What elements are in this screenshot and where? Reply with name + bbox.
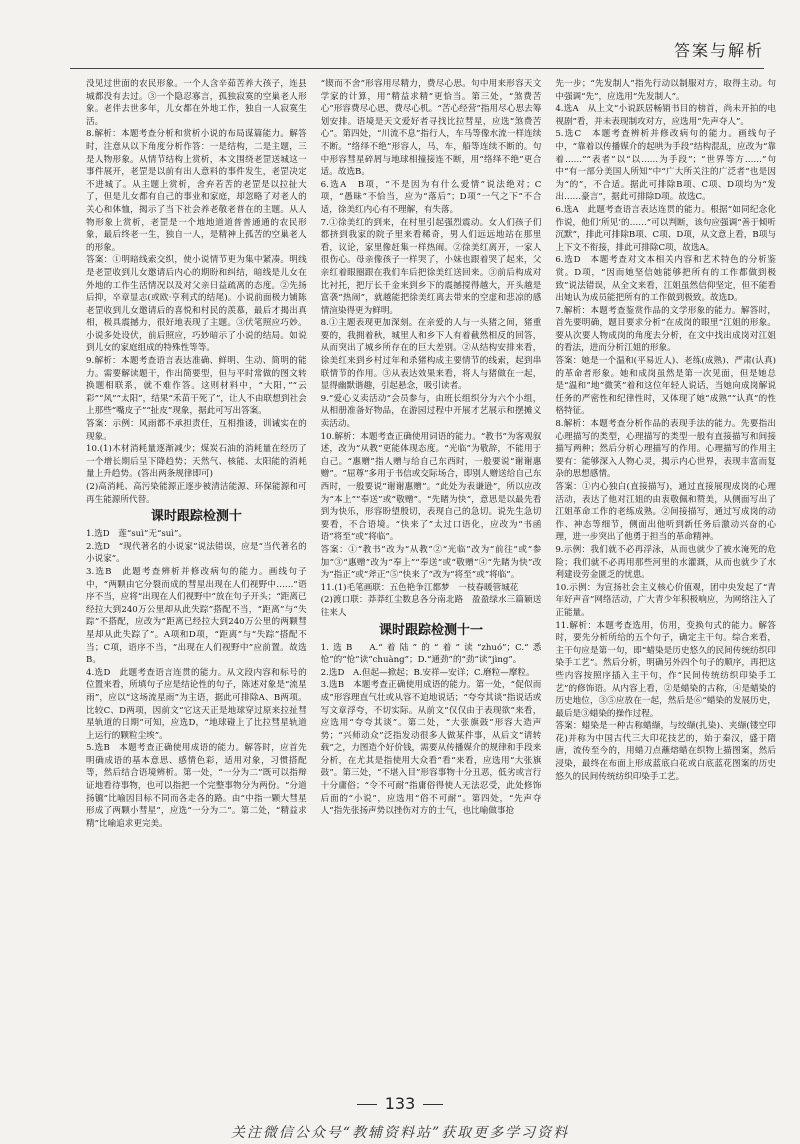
paragraph: 10.示例：为宣扬社会主义核心价值观，团中央发起了“青年好声音”网络活动，广大青少年积极响应，为网络注入了正能量。 (555, 582, 777, 618)
paragraph: 7.解析：本题考查鉴赏作品的文学形象的能力。解答时，首先要明确，题目要求分析“在成岗的眼里”江姐的形象。要从次要人物成岗的角度去分析，在文中找出成岗对江姐的看法，进而分析江姐的形象。 (555, 305, 777, 354)
paragraph: 6.选A B项，“不是因为有什么爱情”说法绝对；C项，“愚昧”不恰当，应为“落后”；D项“一气之下”不合适，徐美红内心有不理解，有失落。 (320, 179, 542, 215)
paragraph: 1.选D 莲“suì”无“suì”。 (86, 529, 188, 540)
paragraph: (2)高消耗、高污染能源正逐步被清洁能源、环保能源和可再生能源所代替。 (86, 482, 307, 505)
paragraph: 3.选B 本题考查正确使用成语的能力。第一处，“促似而成”形容理直气壮或从容不迫地说话；“夸夸其谈”指说话或写文章浮夸，不切实际。从前文“仅仅由于表现欲”来看，应选用“夸夸其谈”。第二处，“大张旗鼓”形容大造声势；“兴师动众”泛指发动很多人做某件事，从后文“请转载”之，力图造个好价钱，需要从传播媒介的规律和手段来分析，在尤其是指使用大众看”看“来看，应选用“大张旗鼓”。第三处，“不堪入目”形容事物十分丑恶，低劣或言行十分庸俗；“令不可耐”指庸俗得使人无法忍受，此处修饰后面的“小说”，应选用“俗不可耐”。第四处，“先声夺人”指先张扬声势以挫伤对方的士气，也比喻做事抢 (320, 680, 542, 817)
paragraph: 答案：①内心独白(直接描写)，通过直接展现成岗的心理活动，表达了他对江姐的由衷敬佩和赞美，从侧面写出了江姐革命工作的老练成熟。②间接描写，通过写成岗的动作、神态等细节，侧面出他听到新任务后激动兴奋的心理，进一步突出了他勇于担当的革命精神。 (555, 482, 777, 543)
paragraph: 9.示例：我们就不必再浮泳，从而也就少了被水淹死的危险；我们就不必再用那些河里的水灌溉，从而也就少了水利建设劳金匮乏的忧患。 (555, 544, 777, 581)
paragraph: 6.选D 本题考查对文本相关内容和艺术特色的分析鉴赏。D项，“因而她坚信她能够把所有的工作都做到极致”说法错误，从全文来看，江姐虽然信仰坚定，但不能看出她认为成员能把所有的工作做到极致。故选D。 (555, 255, 777, 304)
header-title: 答案与解析 (673, 41, 764, 60)
column-left (86, 78, 307, 1098)
paragraph: 没见过世面的农民形象。一个人含辛茹苦养大孩子，连县城都没有去过。③一个隐忍寡言，孤独寂寞的空巢老人形象。老伴去世多年，儿女都在外地工作，独自一人寂寞生活。 (86, 79, 307, 127)
paragraph: (2)渡口联：莽莽红尘数息各分南北路 盈盈绿水三篇颖送往来人 (320, 595, 542, 618)
paragraph: 8.解析：本题考查分析和赏析小说的布局谋篇能力。解答时，注意从以下角度分析作答：一是结构，二是主题，三是人物形象。从情节结构上赏析，本文围绕老罡送城这一事件展开，老罡是以前有出人意料的事件发生，老罡决定不进城了。从主题上赏析，舍弃若苦的老罡是以拉扯大了，但是儿女都有自己的事业和家庭，却忽略了对老人的关心和体恤，揭示了当下社会养老敬老普在的主题。从人物形象上赏析，老罡是一个地地道道普普通通的农民形象，最后终老一生，独自一人，是精神上孤苦的空巢老人的形象。 (86, 129, 307, 253)
paragraph: 8.①主题表现更加深刻。在亲爱的人与一头猪之间，猪重要的，我拥着秋，城里人和乡下人有着截然相反的回答，从而突出了城乡所存在的巨大差别。②从结构安排来看，徐美红来到乡村过年和杀猪构成主要情节的线索，起到串联情节的作用。③从表达效果来看，将人与猪做在一起，显得幽默谐趣，引起悬念，吸引读者。 (320, 318, 542, 392)
paragraph: 9.解析：本题考查语言表达准确、鲜明、生动、简明的能力。需要解读题干，作出简要型，但与平时常做的图文转换题相联系，就不难作答。这则材料中，“大阳，”“云彩”“风”“太阳”，结果“禾苗干死了”，让人不由联想到社会上那些“嘴皮子”“扯皮”现象，据此可写出答案。 (86, 356, 307, 417)
paragraph: 答案：示例：风雨都不承担责任，互相推诿，训诫实在的现象。 (86, 419, 307, 442)
column-right (555, 78, 776, 1098)
paragraph: 11.(1)毛笔画联：五色艳争江都梦 一枝春暖管城花 (320, 582, 519, 593)
page-number: 133 (0, 1094, 800, 1113)
paragraph: 9.“爱心义卖活动”会员参与，由班长组织分为六个小组，从相册准备好物品，在游园过程中开展才艺展示和摆摊义卖活动。 (320, 393, 542, 430)
paragraph: 2.选D A.但起—掀起；B.安祥—安详；C.磨粒—摩粒。 (320, 667, 535, 678)
column-middle (321, 78, 542, 1098)
paragraph: 5.选B 本题考查正确使用成语的能力。解答时，应首先明确成语的基本意思、感情色彩，适用对象，习惯搭配等，然后结合语境辨析。第一处，“一分为二”既可以指辩证地看待事物，也可以指把一个完整事物分为两份。“分道扬镳”比喻因目标不同而各走各的路。由“中指一颗大彗星形成了两颗小彗星”，应选“一分为二”。第二处，“精益求精”比喻追求更完美。 (86, 743, 307, 829)
paragraph: 7.①徐美红的到来，在村里引起强烈震动。女人们孩子们都挤到我家的院子里来看稀奇，男人们远远地站在那里看，议论，家里像赶集一样热闹。②徐美红离开，一家人很伤心。母亲像孩子一样哭了，小妹也跟着哭了起来，父亲红着眼圈跟在我们车后把徐美红送回来。③前后构成对比衬托，把厅长千金来到乡下的震撼搅得越大，开头越是富袭“热闹”，就越能把徐美红离去带来的空虚和悲凉的感情渲染得更为鲜明。 (320, 217, 542, 316)
paragraph: 答案：她是一个温和(平易近人)、老练(成熟)、严肃(认真)的革命者形象。她和成岗虽然是第一次见面，但是她总是“温和”地“微笑”着和这位年轻人说话，当她向成岗解说任务的严密性和纪律性时，又体现了她“成熟”“认真”的性格特征。 (555, 356, 777, 417)
footer-note: 关注微信公众号“教辅资料站”获取更多学习资料 (230, 1125, 570, 1141)
paragraph: 2.选D “现代著名的小说家”说法错误，应是“当代著名的小说家”。 (86, 541, 307, 565)
section-heading: 课时跟踪检测十一 (379, 622, 484, 638)
paragraph: “锲而不舍”形容用尽精力，费尽心思。句中用来形容天文学家的计算，用“精益求精”更恰当。第三处，“煞费苦心”形容费尽心思，费尽心机。“苦心经营”指用尽心思去筹划安排。语境是天文爱好者寻找比拉彗星，应选“煞费苦心”。第四处，“川流不息”指行人，车马等像水流一样连续不断。“络绎不绝”形容人，马，车，船等连续不断的。句中形容彗星碎屑与地球相撞接连不断，用“络绎不绝”更合适。故选B。 (320, 79, 542, 178)
paragraph: 8.解析：本题考查分析作品的表现手法的能力。先要指出心理描写的类型，心理描写的类型一般有直接描写和间接描写两种；然后分析心理描写的作用。心理描写的作用主要有：能够深入人物心灵，揭示内心世界，表现丰富而复杂的思想感情。 (555, 419, 777, 480)
paragraph: 3.选B 此题考查辨析并修改病句的能力。画线句子中，“两颗由它分裂而成的彗星出现在人们视野中……”语序不当，应将“出现在人们视野中”放在句子开头；“距离已经拉大到240万公里却从此失踪”搭配不当，“距离”与“失踪”不搭配，应改为“距离已经拉大到240万公里的两颗彗星却从此失踪了”。A项和D项，“距离”与“失踪”搭配不当；C项，语序不当，“出现在人们视野中”应前置。故选B。 (86, 566, 307, 666)
page-header (70, 28, 764, 69)
paragraph: 6.选A 此题考查语言表达连贯的能力。根据“如同纪念化作说，他们‘所见’的……”可以判断，该句应强调“善于倾听沉默”，排此可排除B项、C项、D项，从文意上看，B项与上下文不衔接，排此可排除C项，故选A。 (555, 204, 777, 253)
paragraph: 5.选C 本题考查辨析并修改病句的能力。画线句子中，“靠着以传播媒介的起哄为手段”结构混乱，应改为“靠着……”“表者”以“以……为手段”；“世界等方……”句中“有一部分美国人所知”中“广大所关注的广泛者”也是因为“的”，不合适。据此可排除B项、C项、D项均为“发出……豪言”，据此可排除D项。故选C。 (555, 129, 777, 203)
paragraph: 先一步；“先发制人”指先行动以制服对方，取得主动。句中强调“先”，应选用“先发制人”。 (555, 79, 777, 102)
paragraph: 答案：蜡染是一种古称蜡缬，与绞缬(扎染)、夹缬(镂空印花)并称为中国古代三大印花技艺的，始于秦汉，盛于隋唐，流传至今的，用蜡刀点蘸熔蜡在织物上描图案，然后浸染，最终在布面上形成蓝底白花或白底蓝花图案的历史悠久的民间传统纺织印染手工艺。 (555, 721, 777, 782)
paragraph: 答案：①“教书”改为“从教”②“光临”改为“前往”或“参加”③“惠赠”改为“奉上”“奉送”或“敬赠”④“先睹为快”改为“指正”或“斧正”⑤“快来了”改为“将至”或“将临”。 (320, 544, 542, 581)
answer-columns (86, 78, 776, 1098)
paragraph: 10.解析：本题考查正确使用词语的能力。“教书”为客观叙述，改为“从教”更能体现态度。“光临”为敬辞，不能用于自己。“惠赠”指人赠与给自己东西时，一般要说“谢谢惠赠”。“屈尊”多用于书信或交际场合，即别人赠送给自己东西时，一般要说“谢谢惠赠”。“此处为表谦逊”，所以应改为“本上”“奉送”或“敬赠”。“先睹为快”，意思是以最先看到为快乐，形容盼望殷切，表现自己的急切。说先生急切要看，不合语境。“快来了”太过口语化，应改为“书函语”将至“或”将临”。 (320, 431, 542, 543)
section-heading: 课时跟踪检测十 (150, 509, 242, 525)
paragraph: 10.(1)木材消耗量逐渐减少；煤炭石油的消耗量在经历了一个增长期后呈下降趋势；天然气、核能、太阳能的消耗量上升趋势。(答出两条规律即可) (86, 444, 307, 480)
paragraph: 4.选A 从上文“小说跃居畅销书目的榜首，尚未开拍的电视剧”看，并未表现制攻对方，应选用“先声夺人”。 (555, 104, 777, 127)
paragraph: 1.选B A.“着陆”的“着”读“zhuó”；C.“悉怆”的“怆”读“chuàng”；D.“通劲”的“劲”读“jìng”。 (320, 642, 542, 666)
paragraph: 4.选D 此题考查语言连贯的能力。从文段内容和标号的位置来看，所填句子应是结论性的句子，陈述对象是“流星雨”，应以“这场流星雨”为主语，据此可排除A、B两项。比较C、D两项，因前文“它这天正是地球穿过原来拉扯彗星轨道的日期”可知，应选D，“地球碰上了比拉彗星轨道上运行的颗粒尘埃”。 (86, 667, 307, 741)
paragraph: 答案：①明暗线索交织，使小说情节更为集中紧凑。明线是老罡收到儿女邀请后内心的期盼和纠结，暗线是儿女在外地的工作生活情况以及对父亲日益疏离的态度。②先扬后抑，卒章显志(或欧·亨利式的结尾)。小说前面极力铺陈老罡收到儿女邀请后的喜悦和村民的羡慕，最后才揭出真相，极具震撼力，很好地表现了主题。③伏笔照应巧妙。小说多处设伏，前后照应，巧妙暗示了小说的结局。如说到儿女的家庭组成的特殊性等等。 (86, 255, 307, 354)
paragraph: 11.解析：本题考查选用，仿用，变换句式的能力。解答时，要先分析所给的五个句子，确定主干句。综合来看，主干句应是第一句，即“蜡染是历史悠久的民间传统纺织印染手工艺”。然后分析，明确另外四个句子的顺序，再把这些内容按照序插入主干句，作“民间传统纺织印染手工艺”的修饰语。从内容上看，②是蜡染的古称，④是蜡染的历史地位，③⑤应放在一起，然后是⑥“蜡染的发展历史，最后是③蜡染的操作过程。 (555, 620, 777, 719)
